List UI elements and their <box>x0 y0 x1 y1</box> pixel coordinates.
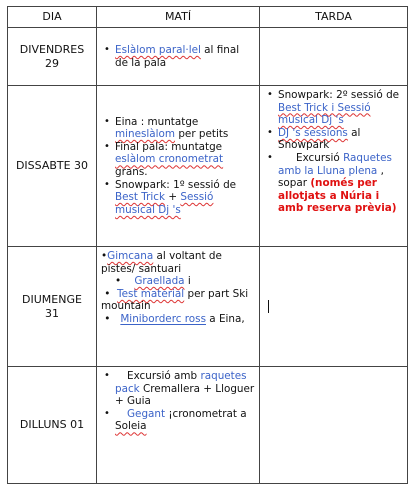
day-cell <box>8 28 97 86</box>
bullet-icon: • <box>104 43 110 55</box>
morning-cell <box>97 247 260 367</box>
bullet-icon: • <box>104 178 110 190</box>
activity-item: • Eina : muntatge mineslàlom per petits <box>104 115 229 141</box>
header-row <box>8 7 408 28</box>
bullet-icon: • <box>267 89 273 100</box>
activity-item: • Test material per part Ski mountain <box>101 287 249 313</box>
bullet-icon: • <box>104 370 110 381</box>
activity-item: •Gimcana al voltant de pistes/ santuari <box>101 250 222 275</box>
activity-item: • DJ 's sessions al Snowpark <box>267 126 361 152</box>
schedule-table <box>7 6 408 484</box>
activity-item: • Excursió Raquetes amb la Lluna plena , sopar (només per allotjats a Núria i amb reserva prèvia) <box>267 151 397 215</box>
row-monday <box>8 367 408 484</box>
activity-item: • Final pala: muntatge eslàlom cronometrat grans. <box>104 140 224 178</box>
reservation-note: (només per allotjats a Núria i amb reserva prèvia) <box>278 177 397 215</box>
activity-item: • Snowpark: 2º sessió de Best Trick i Sessió musical Dj 's <box>267 89 400 127</box>
activity-item: • Eslàlom paral·lel al final de la pala <box>104 43 240 69</box>
header-day: DIA <box>8 7 97 28</box>
bullet-icon: • <box>267 126 273 138</box>
activity-item: • Snowpark: 1º sessió de Best Trick + Sessió musical Dj 's <box>104 178 237 216</box>
text-cursor <box>268 300 269 313</box>
day-number: 29 <box>45 56 59 70</box>
activity-item: • Graellada i <box>115 275 191 288</box>
row-saturday <box>8 86 408 247</box>
day-name: DIVENDRES <box>19 42 85 56</box>
bullet-icon: • <box>104 407 110 419</box>
schedule-document <box>7 6 407 484</box>
day-number: 31 <box>45 306 59 320</box>
day-cell <box>8 247 97 367</box>
afternoon-cell[interactable] <box>260 247 408 367</box>
day-name: DIUMENGE <box>22 292 82 306</box>
bullet-icon: • <box>104 140 110 152</box>
row-sunday <box>8 247 408 367</box>
day-cell: DISSABTE 30 <box>8 86 97 247</box>
bullet-icon: • <box>104 115 110 127</box>
morning-cell <box>97 367 260 484</box>
activity-item: • Miniborderc ross a Eina, <box>101 312 245 325</box>
afternoon-cell <box>260 28 408 86</box>
morning-cell <box>97 86 260 247</box>
bullet-icon: • <box>267 151 273 163</box>
day-cell: DILLUNS 01 <box>8 367 97 484</box>
header-afternoon: TARDA <box>260 7 408 28</box>
activity-item: • Excursió amb raquetes pack Cremallera + Lloguer + Guia <box>104 370 255 408</box>
row-friday <box>8 28 408 86</box>
afternoon-cell <box>260 367 408 484</box>
activity-item: • Gegant ¡cronometrat a Soleia <box>104 407 247 433</box>
morning-cell <box>97 28 260 86</box>
afternoon-cell <box>260 86 408 247</box>
header-morning: MATÍ <box>97 7 260 28</box>
